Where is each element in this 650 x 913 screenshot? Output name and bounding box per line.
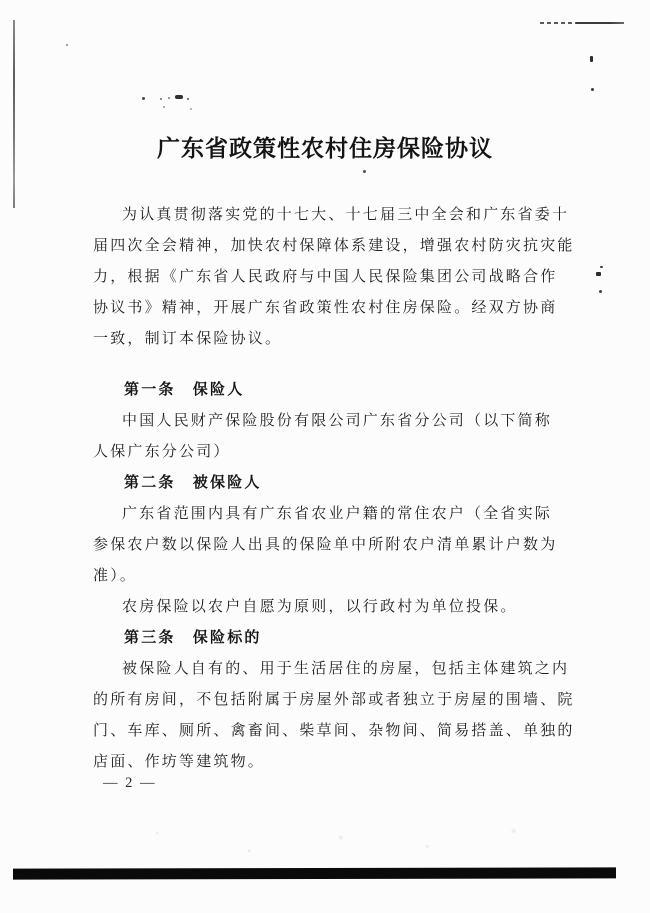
document-title: 广东省政策性农村住房保险协议	[157, 136, 493, 161]
scan-speck	[160, 98, 162, 100]
intro-line: 一致，制订本保险协议。	[93, 331, 283, 347]
scan-speck	[590, 56, 593, 62]
article-1-line: 人保广东分公司）	[93, 444, 231, 460]
article-2-line: 参保农户数以保险人出具的保险单中所附农户清单累计户数为	[93, 537, 558, 553]
scan-speck	[190, 108, 192, 110]
article-2-line: 准）。	[93, 568, 138, 584]
intro-line: 协议书》精神，开展广东省政策性农村住房保险。经双方协商	[93, 300, 558, 316]
intro-line: 力，根据《广东省人民政府与中国人民保险集团公司战略合作	[93, 269, 558, 285]
article-2-line: 农房保险以农户自愿为原则，以行政村为单位投保。	[122, 599, 518, 615]
article-3-heading: 第三条 保险标的	[124, 630, 262, 646]
article-2-line: 广东省范围内具有广东省农业户籍的常住农户（全省实际	[122, 506, 553, 522]
article-2-heading: 第二条 被保险人	[124, 475, 262, 491]
scan-speck	[591, 88, 594, 91]
scan-speck	[66, 44, 68, 46]
article-3-line: 的所有房间，不包括附属于房屋外部或者独立于房屋的围墙、院	[93, 692, 575, 708]
article-1-heading: 第一条 保险人	[124, 382, 245, 398]
article-3-line: 门、车库、厕所、禽畜间、柴草间、杂物间、简易搭盖、单独的	[93, 723, 575, 739]
scan-speck	[599, 290, 602, 293]
page-number: — 2 —	[103, 775, 157, 791]
article-3-line: 店面、作坊等建筑物。	[93, 754, 266, 770]
scan-speck	[596, 272, 601, 276]
scan-speck	[175, 95, 183, 99]
article-1-line: 中国人民财产保险股份有限公司广东省分公司（以下简称	[122, 413, 553, 429]
intro-line: 为认真贯彻落实党的十七大、十七届三中全会和广东省委十	[122, 207, 570, 223]
scan-speck	[163, 106, 165, 108]
scan-noise-band	[60, 820, 600, 864]
scan-speck	[142, 97, 145, 100]
scan-speck	[600, 266, 603, 268]
scan-speck	[187, 98, 189, 100]
scan-bottom-bar	[13, 867, 616, 879]
document-body	[0, 200, 650, 778]
intro-line: 届四次全会精神，加快农村保障体系建设，增强农村防灾抗灾能	[93, 238, 575, 254]
scan-speck	[168, 97, 170, 99]
scan-top-solid-line	[576, 22, 624, 24]
article-3-line: 被保险人自有的、用于生活居住的房屋，包括主体建筑之内	[122, 661, 570, 677]
scan-left-edge-line	[13, 20, 15, 208]
scan-speck	[363, 170, 366, 173]
scan-top-dashed-line	[540, 22, 578, 24]
